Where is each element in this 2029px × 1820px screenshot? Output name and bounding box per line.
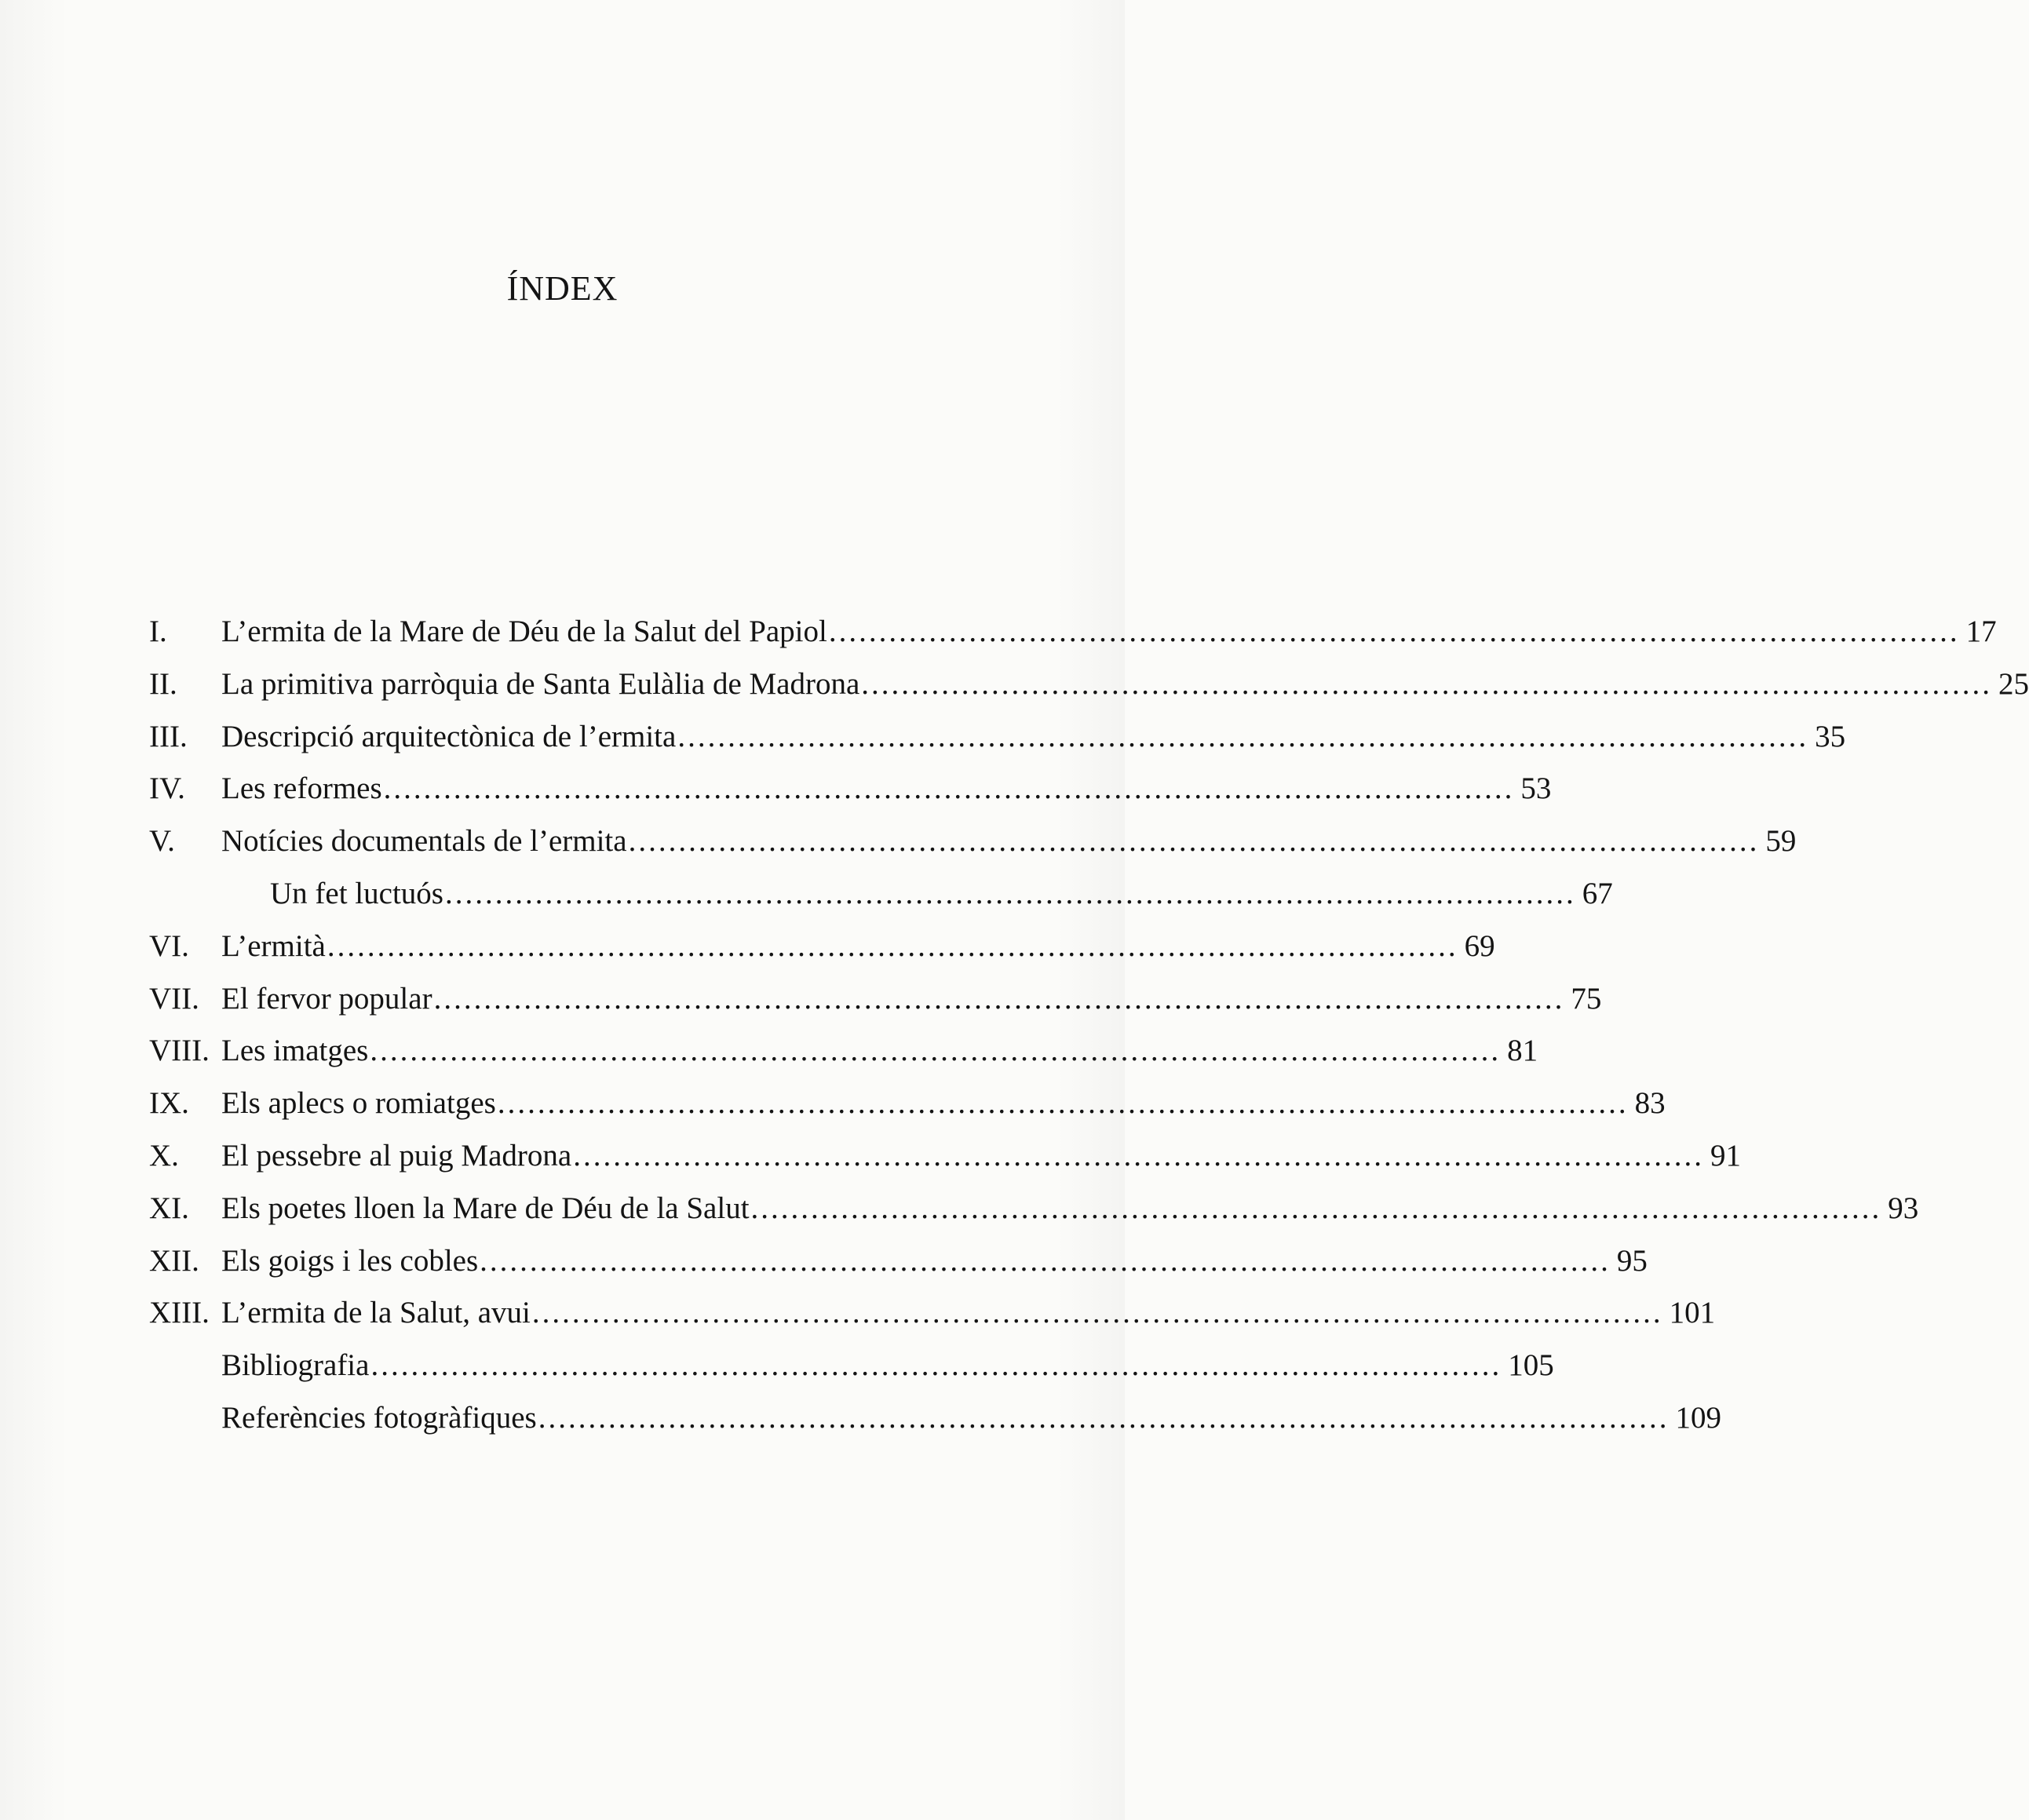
table-of-contents (149, 606, 2029, 1445)
toc-entry (149, 1025, 1538, 1078)
chapter-title: Els poetes lloen la Mare de Déu de la Salut (221, 1191, 750, 1225)
toc-entry (149, 711, 1846, 764)
dot-leader: ................................................................................................................. (444, 876, 1576, 910)
toc-entry-line (221, 1235, 1648, 1288)
toc-entry (149, 1235, 1648, 1288)
page-number: 109 (1675, 1400, 1721, 1435)
chapter-title: El fervor popular (221, 981, 432, 1016)
chapter-number: XII. (149, 1243, 199, 1278)
dot-leader: ................................................................................................................. (497, 1086, 1629, 1121)
toc-entry-line (221, 973, 1602, 1026)
page-number: 101 (1669, 1296, 1716, 1330)
toc-entry (149, 1340, 1554, 1392)
chapter-number: II. (149, 666, 177, 701)
dot-leader: ................................................................................................................. (750, 1191, 1882, 1225)
chapter-number: IX. (149, 1086, 189, 1121)
page-number: 83 (1634, 1086, 1666, 1121)
toc-entry-line (221, 1183, 1919, 1235)
chapter-title: Referències fotogràfiques (221, 1400, 537, 1435)
toc-entry (149, 973, 1602, 1026)
toc-entry-line (221, 921, 1495, 973)
chapter-number: VI. (149, 928, 189, 963)
chapter-title: Les reformes (221, 771, 382, 806)
toc-entry (149, 1287, 1716, 1340)
chapter-title: El pessebre al puig Madrona (221, 1138, 572, 1173)
chapter-title: Els goigs i les cobles (221, 1243, 479, 1278)
toc-entry (149, 606, 1997, 658)
dot-leader: ................................................................................................................. (383, 771, 1515, 806)
chapter-title: L’ermità (221, 928, 326, 963)
toc-entry-line (221, 1078, 1666, 1130)
dot-leader: ................................................................................................................. (370, 1034, 1502, 1068)
chapter-title: Notícies documentals de l’ermita (221, 824, 627, 859)
dot-leader: ................................................................................................................. (861, 666, 1993, 701)
dot-leader: ................................................................................................................. (628, 824, 1760, 859)
dot-leader: ................................................................................................................. (677, 719, 1809, 753)
chapter-title: Un fet luctuós (270, 876, 443, 910)
toc-entry-line (221, 606, 1997, 658)
page-number: 75 (1571, 981, 1602, 1016)
chapter-number: IV. (149, 771, 185, 806)
toc-entry-line (221, 1392, 1721, 1445)
dot-leader: ................................................................................................................. (480, 1243, 1611, 1278)
chapter-title: La primitiva parròquia de Santa Eulàlia de Madrona (221, 666, 860, 701)
toc-entry (149, 658, 2029, 711)
toc-entry (149, 815, 1797, 868)
page-title: ÍNDEX (506, 269, 619, 308)
dot-leader: ................................................................................................................. (531, 1296, 1663, 1330)
chapter-title: Els aplecs o romiatges (221, 1086, 496, 1121)
toc-entry (149, 1392, 1721, 1445)
chapter-number: III. (149, 719, 188, 753)
toc-entry-line (221, 711, 1846, 764)
toc-entry-line (221, 1340, 1554, 1392)
chapter-number: VII. (149, 981, 199, 1016)
chapter-title: Bibliografia (221, 1348, 370, 1383)
page-number: 25 (1998, 666, 2029, 701)
dot-leader: ................................................................................................................. (573, 1138, 1704, 1173)
dot-leader: ................................................................................................................. (433, 981, 1565, 1016)
chapter-title: L’ermita de la Salut, avui (221, 1296, 531, 1330)
page-number: 59 (1765, 824, 1797, 859)
page-number: 95 (1616, 1243, 1648, 1278)
chapter-number: X. (149, 1138, 179, 1173)
toc-entry-line (221, 815, 1797, 868)
toc-entry-line (221, 658, 2029, 711)
chapter-title: Les imatges (221, 1034, 369, 1068)
toc-entry (149, 1183, 1919, 1235)
toc-entry (149, 868, 1613, 921)
dot-leader: ................................................................................................................. (327, 928, 1458, 963)
toc-entry (149, 1130, 1741, 1183)
dot-leader: ................................................................................................................. (538, 1400, 1670, 1435)
page-number: 91 (1710, 1138, 1741, 1173)
toc-entry (149, 763, 1552, 815)
toc-entry-line (221, 1025, 1538, 1078)
toc-entry (149, 1078, 1666, 1130)
page-number: 69 (1464, 928, 1495, 963)
page-number: 17 (1965, 615, 1997, 648)
chapter-number: XIII. (149, 1296, 210, 1330)
chapter-number: XI. (149, 1191, 189, 1225)
page-number: 67 (1582, 876, 1613, 910)
chapter-number: VIII. (149, 1034, 210, 1068)
page-number: 35 (1815, 719, 1846, 753)
page-number: 93 (1888, 1191, 1919, 1225)
chapter-title: L’ermita de la Mare de Déu de la Salut del Papiol (221, 615, 827, 648)
toc-entry-line (221, 1130, 1741, 1183)
chapter-number: I. (149, 615, 167, 648)
chapter-number: V. (149, 824, 175, 859)
page-number: 81 (1507, 1034, 1538, 1068)
toc-entry-line (221, 763, 1552, 815)
toc-entry-line (221, 1287, 1716, 1340)
dot-leader: ................................................................................................................. (828, 615, 1960, 648)
toc-entry-line (270, 868, 1613, 921)
toc-entry (149, 921, 1495, 973)
dot-leader: ................................................................................................................. (370, 1348, 1502, 1383)
chapter-title: Descripció arquitectònica de l’ermita (221, 719, 677, 753)
page-number: 105 (1508, 1348, 1554, 1383)
page-number: 53 (1520, 771, 1552, 806)
